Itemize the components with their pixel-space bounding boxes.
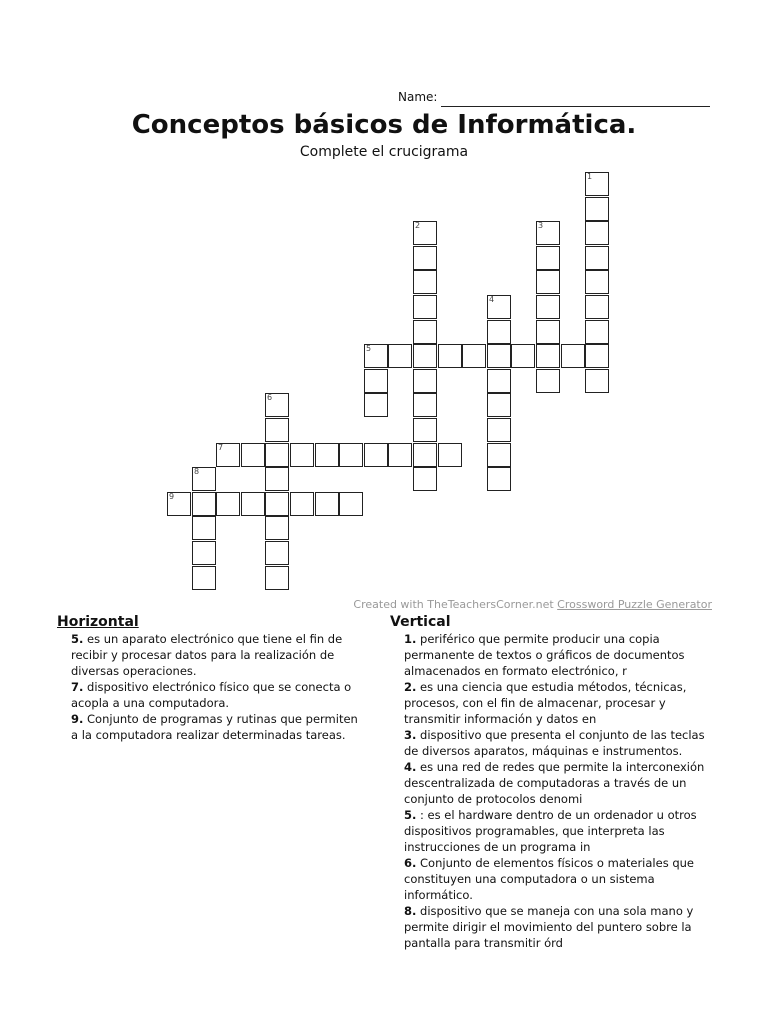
clue-number: 3. [404, 728, 417, 742]
crossword-cell[interactable] [536, 320, 560, 344]
down-clue-list [390, 631, 712, 951]
crossword-cell[interactable] [413, 443, 437, 467]
crossword-cell[interactable] [290, 492, 314, 516]
credit-line [353, 598, 712, 611]
down-clue [390, 807, 712, 855]
crossword-cell[interactable] [315, 443, 339, 467]
crossword-cell[interactable] [487, 369, 511, 393]
crossword-cell[interactable] [413, 369, 437, 393]
crossword-cell[interactable] [265, 443, 289, 467]
crossword-cell[interactable] [585, 320, 609, 344]
crossword-cell[interactable] [192, 516, 216, 540]
crossword-cell[interactable] [536, 270, 560, 294]
crossword-cell[interactable] [413, 246, 437, 270]
crossword-cell[interactable] [290, 443, 314, 467]
clue-number: 1. [404, 632, 417, 646]
crossword-cell[interactable] [536, 221, 560, 245]
crossword-cell[interactable] [192, 492, 216, 516]
crossword-cell[interactable] [585, 221, 609, 245]
crossword-cell[interactable] [487, 344, 511, 368]
crossword-cell[interactable] [413, 320, 437, 344]
cell-number: 7 [218, 443, 224, 452]
crossword-cell[interactable] [487, 467, 511, 491]
cell-number: 9 [169, 492, 175, 501]
crossword-cell[interactable] [487, 393, 511, 417]
clue-number: 8. [404, 904, 417, 918]
clue-number: 4. [404, 760, 417, 774]
crossword-cell[interactable] [536, 344, 560, 368]
crossword-cell[interactable] [265, 516, 289, 540]
clue-text: dispositivo que se maneja con una sola mano y permite dirigir el movimiento del puntero sobre la pantalla para transmitir órd [404, 904, 694, 950]
crossword-cell[interactable] [413, 467, 437, 491]
clue-text: es una ciencia que estudia métodos, técnicas, procesos, con el fin de almacenar, procesar y transmitir información y datos en [404, 680, 687, 726]
generator-link[interactable]: Crossword Puzzle Generator [557, 598, 712, 611]
crossword-cell[interactable] [388, 443, 412, 467]
cell-number: 1 [587, 172, 593, 181]
clue-number: 7. [71, 680, 84, 694]
crossword-cell[interactable] [192, 566, 216, 590]
cell-number: 8 [194, 467, 200, 476]
clue-text: dispositivo que presenta el conjunto de las teclas de diversos aparatos, máquinas e instrumentos. [404, 728, 705, 758]
clue-number: 9. [71, 712, 84, 726]
across-clues [57, 613, 367, 743]
crossword-cell[interactable] [241, 443, 265, 467]
crossword-cell[interactable] [413, 344, 437, 368]
page-title: Conceptos básicos de Informática. [131, 110, 637, 140]
clue-text: Conjunto de elementos físicos o materiales que constituyen una computadora o un sistema informático. [404, 856, 695, 902]
clue-text: dispositivo electrónico físico que se conecta o acopla a una computadora. [71, 680, 352, 710]
crossword-cell[interactable] [487, 295, 511, 319]
crossword-cell[interactable] [536, 295, 560, 319]
cell-number: 3 [538, 221, 544, 230]
crossword-cell[interactable] [216, 443, 240, 467]
crossword-cell[interactable] [364, 369, 388, 393]
crossword-cell[interactable] [364, 443, 388, 467]
crossword-cell[interactable] [364, 393, 388, 417]
cell-number: 4 [489, 295, 495, 304]
across-clue-list [57, 631, 367, 743]
across-clue [57, 679, 367, 711]
clue-number: 6. [404, 856, 417, 870]
across-clue [57, 631, 367, 679]
down-clue [390, 631, 712, 679]
crossword-cell[interactable] [167, 492, 191, 516]
down-clue [390, 679, 712, 727]
crossword-cell[interactable] [192, 467, 216, 491]
clue-text: : es el hardware dentro de un ordenador u otros dispositivos programables, que interpreta las instrucciones de un programa in [404, 808, 697, 854]
crossword-cell[interactable] [265, 492, 289, 516]
crossword-cell[interactable] [438, 344, 462, 368]
name-label: Name: [398, 90, 438, 104]
crossword-cell[interactable] [536, 369, 560, 393]
crossword-cell[interactable] [511, 344, 535, 368]
page-subtitle: Complete el crucigrama [299, 144, 469, 160]
clue-text: es una red de redes que permite la interconexión descentralizada de computadoras a través de un conjunto de protocolos denomi [404, 760, 705, 806]
across-clue [57, 711, 367, 743]
crossword-cell[interactable] [561, 344, 585, 368]
crossword-cell[interactable] [438, 443, 462, 467]
crossword-cell[interactable] [413, 270, 437, 294]
cell-number: 5 [366, 344, 372, 353]
crossword-cell[interactable] [413, 221, 437, 245]
down-clue [390, 727, 712, 759]
down-clue [390, 903, 712, 951]
crossword-cell[interactable] [585, 197, 609, 221]
crossword-cell[interactable] [216, 492, 240, 516]
crossword-cell[interactable] [585, 295, 609, 319]
clue-number: 5. [71, 632, 84, 646]
crossword-cell[interactable] [585, 246, 609, 270]
cell-number: 2 [415, 221, 421, 230]
credit-text: Created with TheTeachersCorner.net [353, 598, 558, 611]
crossword-cell[interactable] [339, 492, 363, 516]
down-clue [390, 855, 712, 903]
crossword-cell[interactable] [388, 344, 412, 368]
crossword-cell[interactable] [265, 393, 289, 417]
clue-text: es un aparato electrónico que tiene el fin de recibir y procesar datos para la realización de diversas operaciones. [71, 632, 343, 678]
down-clue [390, 759, 712, 807]
crossword-cell[interactable] [585, 344, 609, 368]
crossword-cell[interactable] [241, 492, 265, 516]
crossword-cell[interactable] [487, 418, 511, 442]
crossword-cell[interactable] [585, 369, 609, 393]
clue-text: periférico que permite producir una copia permanente de textos o gráficos de documentos almacenados en formato electrónico, r [404, 632, 685, 678]
crossword-cell[interactable] [339, 443, 363, 467]
crossword-cell[interactable] [585, 172, 609, 196]
crossword-cell[interactable] [487, 443, 511, 467]
clue-number: 5. [404, 808, 417, 822]
down-heading: Vertical [390, 614, 451, 630]
crossword-cell[interactable] [536, 246, 560, 270]
crossword-cell[interactable] [265, 418, 289, 442]
crossword-cell[interactable] [265, 566, 289, 590]
crossword-cell[interactable] [315, 492, 339, 516]
clue-number: 2. [404, 680, 417, 694]
crossword-cell[interactable] [364, 344, 388, 368]
across-heading: Horizontal [57, 614, 139, 630]
crossword-cell[interactable] [413, 393, 437, 417]
down-clues [390, 613, 712, 951]
crossword-cell[interactable] [585, 270, 609, 294]
crossword-cell[interactable] [413, 295, 437, 319]
crossword-cell[interactable] [462, 344, 486, 368]
crossword-cell[interactable] [265, 541, 289, 565]
cell-number: 6 [267, 393, 273, 402]
crossword-cell[interactable] [265, 467, 289, 491]
crossword-cell[interactable] [413, 418, 437, 442]
crossword-cell[interactable] [487, 320, 511, 344]
crossword-cell[interactable] [192, 541, 216, 565]
clue-text: Conjunto de programas y rutinas que permiten a la computadora realizar determinadas tareas. [71, 712, 358, 742]
